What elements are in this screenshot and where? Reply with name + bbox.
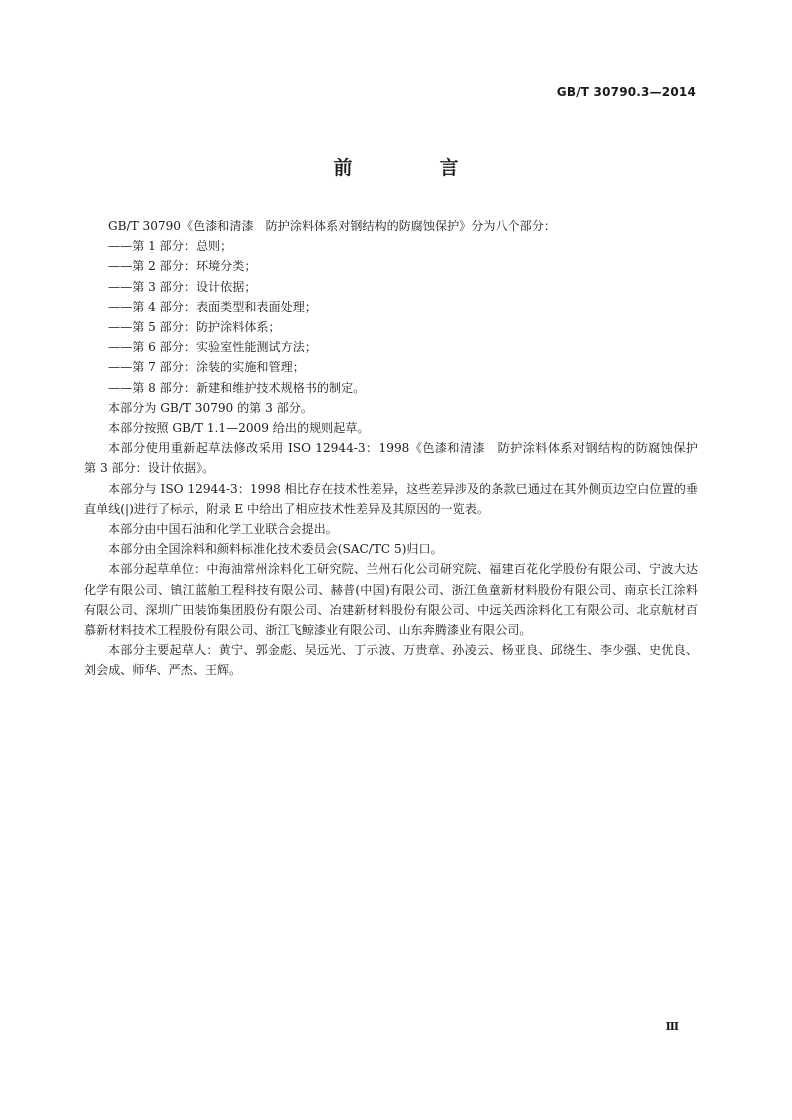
part-item: ——第 5 部分：防护涂料体系； <box>108 320 281 335</box>
part-item: ——第 4 部分：表面类型和表面处理； <box>108 299 317 314</box>
body-paragraph: 本部分由中国石油和化学工业联合会提出。 <box>108 522 338 537</box>
body-paragraph: 本部分与 ISO 12944-3：1998 相比存在技术性差异，这些差异涉及的条款已通过在其外侧页边空白位置的垂直单线(|)进行了标示，附录 E 中给出了相应技术性差异及其原因的一览表。 <box>84 481 698 516</box>
drafters-paragraph: 本部分主要起草人：黄宁、郭金彪、吴远光、丁示波、万贵章、孙凌云、杨亚良、邱绕生、李少强、史优良、刘会成、师华、严杰、王辉。 <box>84 643 698 678</box>
body-paragraph: 本部分由全国涂料和颜料标准化技术委员会(SAC/TC 5)归口。 <box>108 542 443 557</box>
part-item: ——第 1 部分：总则； <box>108 239 233 254</box>
part-item: ——第 6 部分：实验室性能测试方法； <box>108 340 317 355</box>
page-number: Ⅲ <box>665 1020 678 1033</box>
part-item: ——第 7 部分：涂装的实施和管理； <box>108 360 305 375</box>
drafting-units-paragraph: 本部分起草单位：中海油常州涂料化工研究院、兰州石化公司研究院、福建百花化学股份有限公司、宁波大达化学有限公司、镇江蓝舶工程科技有限公司、赫普(中国)有限公司、浙江鱼童新材料股份有限公司、南京长江涂料有限公司、深圳广田装饰集团股份有限公司、冶建新材料股份有限公司、中远关西涂料化工有限公司、北京航材百慕新材料技术工程股份有限公司、浙江飞鲸漆业有限公司、山东奔腾漆业有限公司。 <box>84 562 698 638</box>
standard-code: GB/T 30790.3—2014 <box>556 85 696 99</box>
intro-paragraph: GB/T 30790《色漆和清漆 防护涂料体系对钢结构的防腐蚀保护》分为八个部分： <box>108 219 556 233</box>
body-paragraph: 本部分使用重新起草法修改采用 ISO 12944-3：1998《色漆和清漆 防护涂料体系对钢结构的防腐蚀保护 第 3 部分：设计依据》。 <box>84 441 711 476</box>
page-title: 前 言 <box>333 157 493 179</box>
part-item: ——第 8 部分：新建和维护技术规格书的制定。 <box>108 380 366 395</box>
body-paragraph: 本部分按照 GB/T 1.1—2009 给出的规则起草。 <box>108 421 370 436</box>
part-item: ——第 2 部分：环境分类； <box>108 259 257 274</box>
body-paragraph: 本部分为 GB/T 30790 的第 3 部分。 <box>108 400 313 415</box>
foreword-body <box>84 216 711 681</box>
part-item: ——第 3 部分：设计依据； <box>108 279 257 294</box>
